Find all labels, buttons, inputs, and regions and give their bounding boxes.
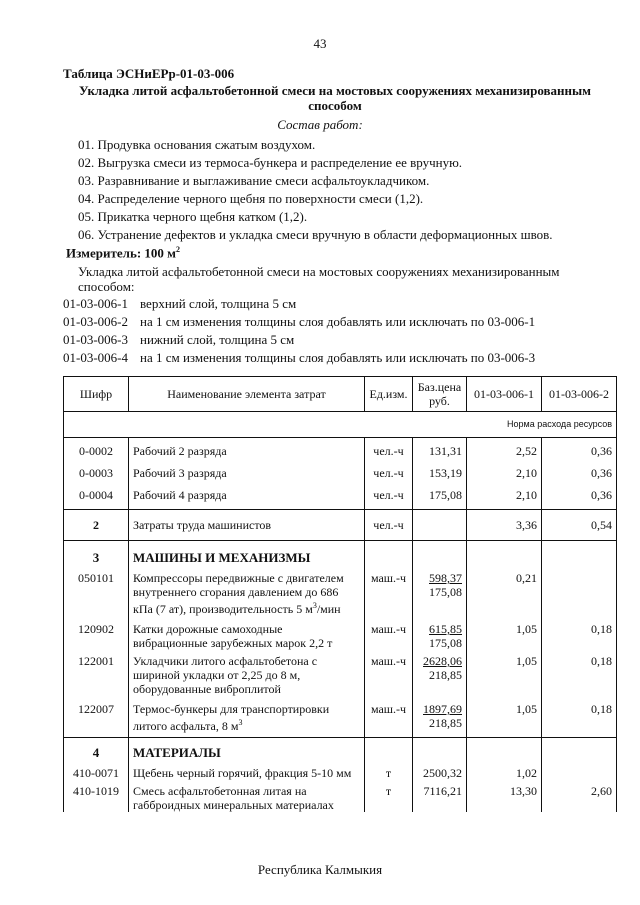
row-price: 131,31 — [413, 438, 467, 459]
table-row — [64, 438, 617, 459]
price-bottom: 175,08 — [429, 636, 462, 650]
price-top: 598,37 — [429, 571, 462, 585]
row-name: Компрессоры передвижные с двигателем внутреннего сгорания давлением до 686 кПа (7 ат), производительность 5 $м^3$/мин — [129, 571, 365, 616]
row-unit: чел.-ч — [365, 480, 413, 510]
row-unit: маш.-ч — [365, 650, 413, 696]
table-row — [64, 510, 617, 541]
row-price — [413, 650, 467, 696]
code-id: 01-03-006-1 — [63, 296, 128, 311]
row-v1: 2,10 — [467, 480, 542, 510]
page-footer: Республика Калмыкия — [257, 862, 383, 877]
table-row — [64, 480, 617, 510]
code-line — [63, 296, 296, 312]
work-composition-subheading: Состав работ: — [277, 117, 363, 132]
row-v2: 0,36 — [542, 480, 617, 510]
section-code: 3 — [64, 541, 129, 572]
row-code: 410-1019 — [64, 780, 129, 812]
row-price: 153,19 — [413, 458, 467, 480]
price-top: 1897,69 — [423, 702, 462, 716]
code-line — [63, 332, 294, 348]
row-v1: 1,02 — [467, 766, 542, 780]
table-row — [64, 616, 617, 650]
row-code: 122007 — [64, 696, 129, 738]
row-name: Катки дорожные самоходные вибрационные зарубежных марок 2,2 т — [129, 616, 365, 650]
section-title: МАТЕРИАЛЫ — [129, 738, 365, 767]
header-price: Баз.цена руб. — [413, 377, 467, 412]
work-item: 03. Разравнивание и выглаживание смеси асфальтоукладчиком. — [78, 173, 430, 188]
row-code: 0-0003 — [64, 458, 129, 480]
row-code: 0-0004 — [64, 480, 129, 510]
table-row — [64, 458, 617, 480]
price-top: 2628,06 — [423, 654, 462, 668]
work-item: 01. Продувка основания сжатым воздухом. — [78, 137, 316, 152]
row-v1: 1,05 — [467, 650, 542, 696]
row-price — [413, 571, 467, 616]
row-unit: маш.-ч — [365, 616, 413, 650]
row-name: Смесь асфальтобетонная литая на габброидных минеральных материалах — [129, 780, 365, 812]
row-code: 0-0002 — [64, 438, 129, 459]
row-price — [413, 696, 467, 738]
row-v2: 0,36 — [542, 458, 617, 480]
norm-label-row — [64, 412, 617, 438]
table-row — [64, 780, 617, 812]
code-id: 01-03-006-4 — [63, 350, 128, 365]
row-price: 7116,21 — [413, 780, 467, 812]
row-v1: 13,30 — [467, 780, 542, 812]
code-text: нижний слой, толщина 5 см — [140, 332, 295, 347]
header-col2: 01-03-006-2 — [542, 377, 617, 412]
row-v1: 1,05 — [467, 696, 542, 738]
row-v2: 0,36 — [542, 438, 617, 459]
code-text: верхний слой, толщина 5 см — [140, 296, 297, 311]
price-bottom: 218,85 — [429, 716, 462, 730]
meter-superscript: 2 — [176, 245, 181, 254]
code-text: на 1 см изменения толщины слоя добавлять или исключать по 03-006-3 — [140, 350, 536, 365]
work-item: 05. Прикатка черного щебня катком (1,2). — [78, 209, 308, 224]
row-price — [413, 510, 467, 541]
row-v2 — [542, 571, 617, 616]
row-v2: 0,18 — [542, 650, 617, 696]
row-v2 — [542, 766, 617, 780]
table-header-row — [64, 377, 617, 412]
row-code: 410-0071 — [64, 766, 129, 780]
row-name: Затраты труда машинистов — [129, 510, 365, 541]
work-item: 04. Распределение черного щебня по поверхности смеси (1,2). — [78, 191, 424, 206]
resource-table — [63, 376, 617, 812]
row-v1: 3,36 — [467, 510, 542, 541]
meter-text: Измеритель: 100 м — [66, 245, 177, 261]
row-unit: маш.-ч — [365, 696, 413, 738]
row-v2: 0,18 — [542, 696, 617, 738]
row-v2: 0,18 — [542, 616, 617, 650]
section-row — [64, 541, 617, 572]
row-price: 2500,32 — [413, 766, 467, 780]
code-line — [63, 350, 535, 366]
row-v1: 1,05 — [467, 616, 542, 650]
table-heading: Укладка литой асфальтобетонной смеси на мостовых сооружениях механизированным способом — [78, 83, 592, 113]
row-unit: маш.-ч — [365, 571, 413, 616]
row-name: Рабочий 4 разряда — [129, 480, 365, 510]
code-id: 01-03-006-3 — [63, 332, 128, 347]
section-row — [64, 738, 617, 767]
row-code: 2 — [64, 510, 129, 541]
meter-label — [66, 245, 180, 261]
work-description: Укладка литой асфальтобетонной смеси на мостовых сооружениях механизированным способом: — [78, 264, 560, 294]
row-unit: т — [365, 780, 413, 812]
table-row — [64, 766, 617, 780]
code-text: на 1 см изменения толщины слоя добавлять или исключать по 03-006-1 — [140, 314, 536, 329]
row-price — [413, 616, 467, 650]
row-v1: 0,21 — [467, 571, 542, 616]
price-bottom: 175,08 — [429, 585, 462, 599]
price-bottom: 218,85 — [429, 668, 462, 682]
row-unit: чел.-ч — [365, 438, 413, 459]
code-id: 01-03-006-2 — [63, 314, 128, 329]
row-unit: чел.-ч — [365, 458, 413, 480]
table-row — [64, 571, 617, 616]
section-code: 4 — [64, 738, 129, 767]
row-unit: чел.-ч — [365, 510, 413, 541]
row-code: 050101 — [64, 571, 129, 616]
row-name: Укладчики литого асфальтобетона с шириной укладки от 2,25 до 8 м, оборудованные виброплитой — [129, 650, 365, 696]
header-code: Шифр — [64, 377, 129, 412]
header-name: Наименование элемента затрат — [129, 377, 365, 412]
table-title: Таблица ЭСНиЕРр-01-03-006 — [63, 66, 235, 81]
header-unit: Ед.изм. — [365, 377, 413, 412]
row-v2: 2,60 — [542, 780, 617, 812]
page-number: 43 — [313, 36, 327, 51]
row-v2: 0,54 — [542, 510, 617, 541]
row-code: 120902 — [64, 616, 129, 650]
row-price: 175,08 — [413, 480, 467, 510]
norm-label: Норма расхода ресурсов — [64, 412, 617, 438]
table-row — [64, 650, 617, 696]
table-row — [64, 696, 617, 738]
row-name: Рабочий 2 разряда — [129, 438, 365, 459]
row-v1: 2,10 — [467, 458, 542, 480]
work-item: 02. Выгрузка смеси из термоса-бункера и распределение ее вручную. — [78, 155, 463, 170]
header-col1: 01-03-006-1 — [467, 377, 542, 412]
row-name: Рабочий 3 разряда — [129, 458, 365, 480]
row-code: 122001 — [64, 650, 129, 696]
work-item: 06. Устранение дефектов и укладка смеси вручную в области деформационных швов. — [78, 227, 553, 242]
row-unit: т — [365, 766, 413, 780]
section-title: МАШИНЫ И МЕХАНИЗМЫ — [129, 541, 365, 572]
row-name: Термос-бункеры для транспортировки литого асфальта, 8 $м^3$ — [129, 696, 365, 738]
code-line — [63, 314, 535, 330]
price-top: 615,85 — [429, 622, 462, 636]
row-name: Щебень черный горячий, фракция 5-10 мм — [129, 766, 365, 780]
row-v1: 2,52 — [467, 438, 542, 459]
